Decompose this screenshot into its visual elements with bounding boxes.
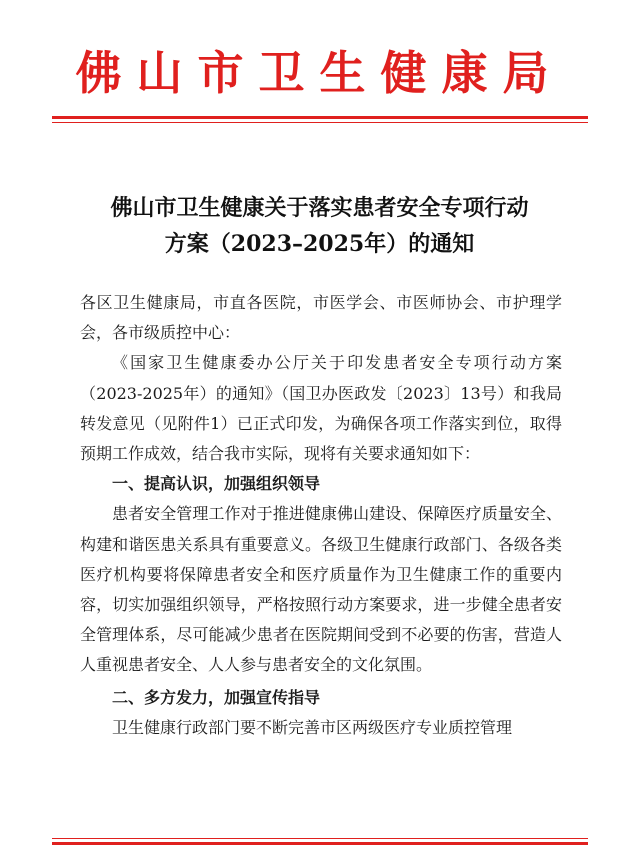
document-title: [60, 190, 579, 262]
document-title-line-2: 方案（2023–2025年）的通知: [164, 231, 475, 257]
document-title-line-1: 佛山市卫生健康关于落实患者安全专项行动: [110, 195, 529, 221]
section-1-heading: 一、提高认识，加强组织领导: [112, 474, 321, 494]
masthead-title: 佛山市卫生健康局: [75, 46, 564, 100]
masthead-rule-thick: [52, 116, 588, 119]
section-1-paragraph: 患者安全管理工作对于推进健康佛山建设、保障医疗质量安全、构建和谐医患关系具有重要意义。各级卫生健康行政部门、各级各类医疗机构要将保障患者安全和医疗质量作为卫生健康工作的重要内容，切实加强组织领导，严格按照行动方案要求，进一步健全患者安全管理体系，尽可能减少患者在医院期间受到不必要的伤害，营造人人重视患者安全、人人参与患者安全的文化氛围。: [80, 504, 562, 675]
recipients-paragraph: 各区卫生健康局，市直各医院，市医学会、市医师协会、市护理学会，各市级质控中心：: [80, 293, 562, 343]
section-2-paragraph: 卫生健康行政部门要不断完善市区两级医疗专业质控管理: [112, 717, 513, 737]
masthead-rule-thin: [52, 122, 588, 123]
section-2-heading: 二、多方发力，加强宣传指导: [112, 687, 321, 707]
footer-rule-thin: [52, 838, 588, 839]
document-body: [80, 288, 562, 743]
footer-rule-thick: [52, 842, 588, 845]
intro-paragraph: 《国家卫生健康委办公厅关于印发患者安全专项行动方案（2023-2025年）的通知》（国卫办医政发〔2023〕13号）和我局转发意见（见附件1）已正式印发，为确保各项工作落实到位，取得预期工作成效，结合我市实际，现将有关要求通知如下：: [80, 353, 562, 464]
